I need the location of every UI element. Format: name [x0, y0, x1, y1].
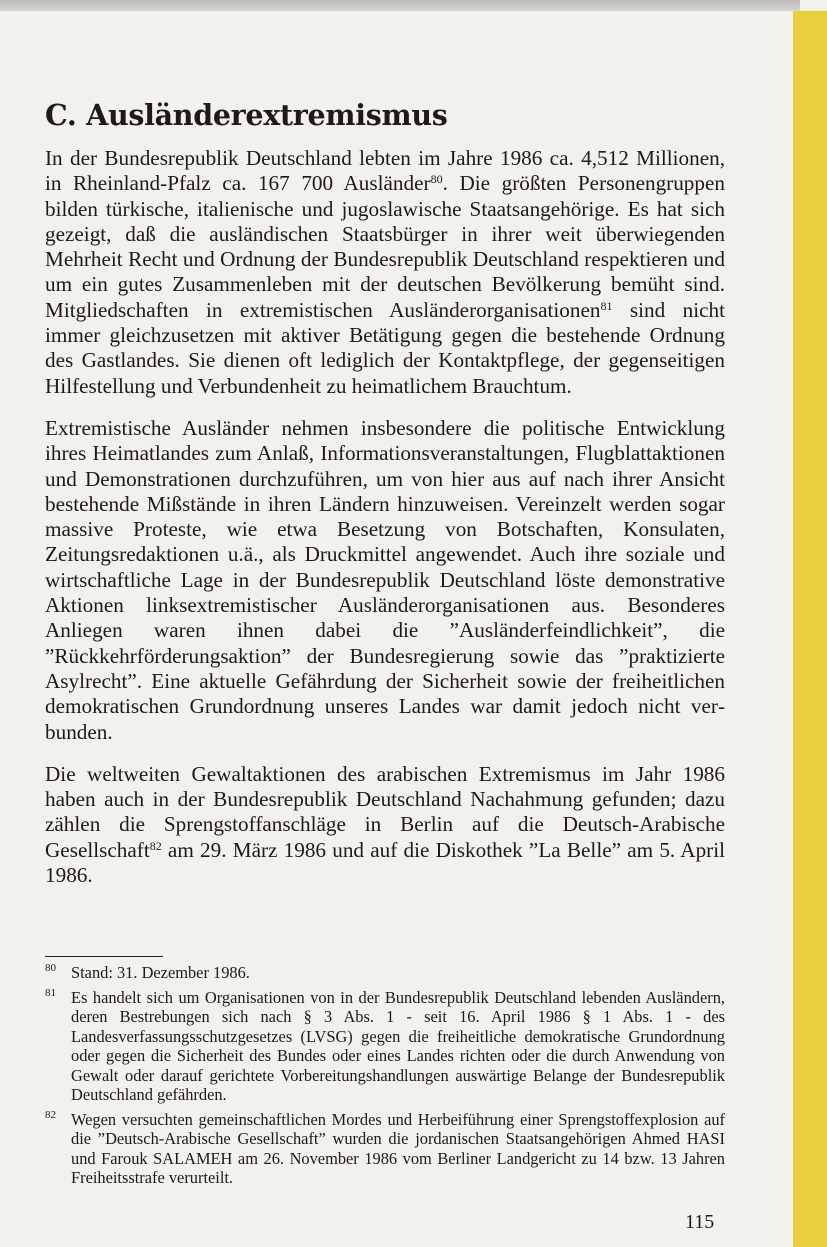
- footnote-text: Stand: 31. Dezember 1986.: [71, 963, 250, 982]
- paragraph-1: [45, 146, 725, 399]
- footnote-81: [45, 988, 725, 1105]
- footnote-ref-81[interactable]: 81: [600, 298, 613, 313]
- page-number: 115: [685, 1211, 715, 1233]
- footnote-ref-80[interactable]: 80: [430, 172, 443, 187]
- paragraph-3-part-1: Die weltweiten Gewaltaktionen des arabischen Extremismus im Jahr 1986 haben auch in der Bundesrepublik Deutschland Nachahmung gefunden; dazu zählen die Sprengstoffanschläge in Berlin auf die Deutsch-Arabische Gesellschaft: [45, 761, 725, 862]
- footnote-separator: [45, 956, 163, 957]
- section-heading: C. Ausländerextremismus: [45, 98, 448, 132]
- footnote-text: Es handelt sich um Organisationen von in der Bundesrepublik Deutschland lebenden Ausländern, deren Bestrebungen sich nach § 3 Abs. 1 - seit 16. April 1986 § 1 Abs. 1 - des Landesverfassungsschutzgesetzes (LVSG) gegen die freiheitliche demokratische Grundordnung oder gegen die Sicherheit des Bundes oder eines Landes richten oder die durch Anwendung von Gewalt oder darauf gerichtete Vorbereitungshandlungen auswärtige Belange der Bundesrepublik Deutschland gefährden.: [71, 987, 725, 1104]
- footnote-text: Wegen versuchten gemeinschaftlichen Mordes und Herbeiführung einer Sprengstoffexplosion auf die ”Deutsch-Arabische Gesellschaft” wurden die jordanischen Staatsangehörigen Ahmed HASI und Farouk SALAMEH am 26. November 1986 vom Berliner Landgericht zu 14 bzw. 13 Jahren Freiheitsstrafe verurteilt.: [71, 1109, 725, 1187]
- footnote-number: 81: [45, 986, 56, 999]
- paragraph-3-part-2: am 29. März 1986 und auf die Diskothek ”La Belle” am 5. April 1986.: [45, 837, 725, 888]
- paragraph-1-part-1: In der Bundesrepublik Deutschland lebten im Jahre 1986 ca. 4,512 Millionen, in Rheinland-Pfalz ca. 167 700 Ausländer: [45, 146, 725, 196]
- footnote-ref-82[interactable]: 82: [149, 838, 162, 853]
- paragraph-1-part-3: sind nicht immer gleichzusetzen mit aktiver Betätigung gegen die bestehende Ordnung des Gastlandes. Sie dienen oft lediglich der Kontaktpflege, der gegenseitigen Hilfestellung und Verbundenheit zu heimatlichem Brauchtum.: [45, 297, 725, 398]
- main-text: [45, 98, 725, 888]
- footnote-number: 80: [45, 962, 56, 974]
- paragraph-3: [45, 762, 725, 888]
- paragraph-1-part-2: . Die größten Personengruppen bilden türkische, italienische und jugoslawische Staatsangehörige. Es hat sich gezeigt, daß die ausländischen Staatsbürger in ihrer weit überwiegenden Mehrheit Recht und Ordnung der Bundesrepublik Deutschland respektieren und um ein gutes Zusammenleben mit der deutschen Bevölkerung bemüht sind. Mitgliedschaften in extremistischen Ausländerorganisationen: [45, 171, 725, 322]
- footnotes: [45, 963, 725, 1193]
- footnote-80: [45, 963, 725, 983]
- scan-top-edge: [0, 0, 800, 11]
- footnote-number: 82: [45, 1108, 56, 1121]
- paragraph-2: Extremistische Ausländer nehmen insbesondere die politische Entwicklung ihres Heimatlandes zum Anlaß, Informationsveranstaltungen, Flugblattaktionen und Demonstrationen durchzuführen, um von hier aus auf nach ihrer Ansicht bestehende Mißstände in ihren Ländern hinzuweisen. Vereinzelt werden sogar massive Proteste, wie etwa Besetzung von Botschaften, Konsulaten, Zeitungsredaktionen u.ä., als Druckmittel angewendet. Auch ihre soziale und wirtschaftliche Lage in der Bundesrepublik Deutschland löste demonstrative Aktionen linksextremistischer Ausländerorganisationen aus. Besonderes Anliegen waren ihnen dabei die ”Ausländerfeindlichkeit”, die ”Rückkehrförderungsaktion” der Bundesregierung sowie das ”praktizierte Asylrecht”. Eine aktuelle Gefährdung der Sicherheit sowie der freiheitlichen demokratischen Grundordnung unseres Landes war damit jedoch nicht verbunden.: [45, 415, 725, 744]
- footnote-82: [45, 1110, 725, 1188]
- page-edge-bar: [793, 11, 827, 1247]
